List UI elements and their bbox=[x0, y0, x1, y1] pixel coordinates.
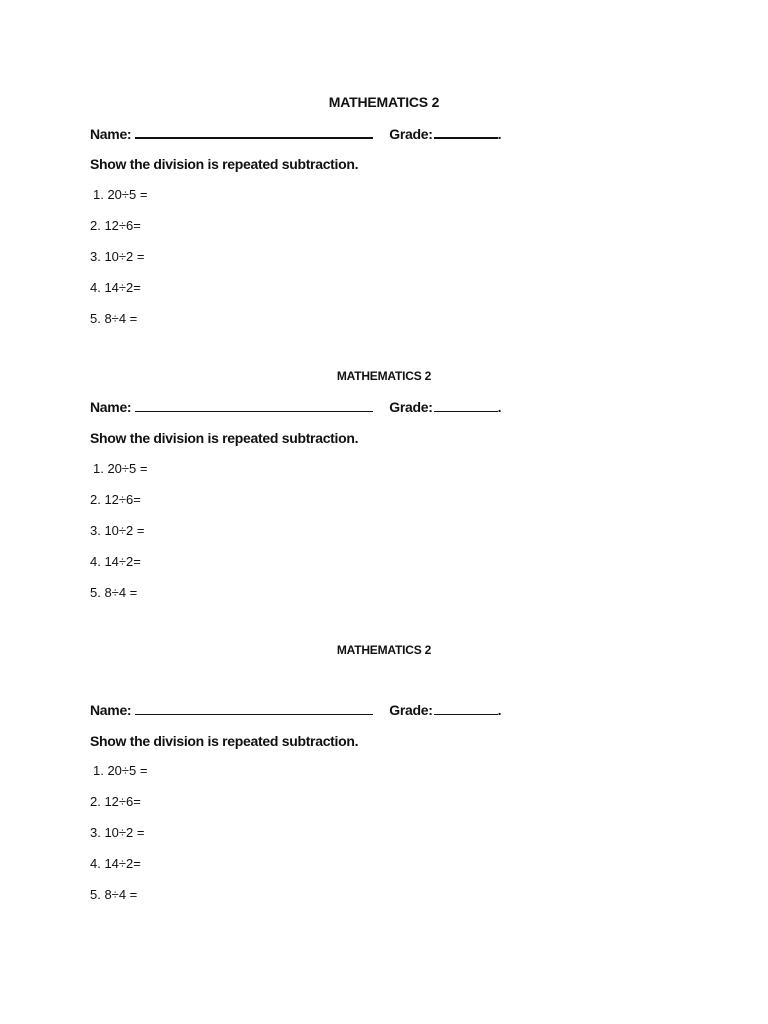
grade-blank-line bbox=[434, 700, 498, 715]
problem-item: 5. 8÷4 = bbox=[90, 585, 138, 600]
problem-item: 4. 14÷2= bbox=[90, 856, 141, 871]
problem-item: 3. 10÷2 = bbox=[90, 523, 145, 538]
grade-suffix: . bbox=[497, 702, 502, 718]
worksheet-title: MATHEMATICS 2 bbox=[336, 369, 432, 383]
problem-item: 4. 14÷2= bbox=[90, 280, 141, 295]
problem-list bbox=[90, 761, 147, 916]
student-info-row bbox=[90, 123, 502, 143]
problem-list bbox=[90, 459, 147, 614]
problem-item: 5. 8÷4 = bbox=[90, 311, 138, 326]
grade-suffix: . bbox=[497, 399, 502, 415]
name-label: Name: bbox=[90, 702, 132, 718]
problem-item: 3. 10÷2 = bbox=[90, 249, 145, 264]
problem-item: 2. 12÷6= bbox=[90, 794, 141, 809]
problem-item: 1. 20÷5 = bbox=[93, 187, 148, 202]
problem-item: 2. 12÷6= bbox=[90, 492, 141, 507]
name-blank-line bbox=[135, 397, 373, 412]
grade-blank-line bbox=[434, 123, 498, 139]
problem-item: 3. 10÷2 = bbox=[90, 825, 145, 840]
problem-list bbox=[90, 185, 147, 340]
name-blank-line bbox=[135, 700, 373, 715]
student-info-row bbox=[90, 700, 502, 720]
name-label: Name: bbox=[90, 399, 132, 415]
student-info-row bbox=[90, 397, 502, 417]
grade-label: Grade: bbox=[389, 126, 433, 142]
problem-item: 5. 8÷4 = bbox=[90, 887, 138, 902]
name-label: Name: bbox=[90, 126, 132, 142]
grade-blank-line bbox=[434, 397, 498, 412]
problem-item: 1. 20÷5 = bbox=[93, 461, 148, 476]
problem-item: 4. 14÷2= bbox=[90, 554, 141, 569]
instruction-text: Show the division is repeated subtraction. bbox=[90, 733, 359, 749]
problem-item: 2. 12÷6= bbox=[90, 218, 141, 233]
name-blank-line bbox=[135, 123, 373, 139]
worksheet-title: MATHEMATICS 2 bbox=[336, 643, 432, 657]
grade-label: Grade: bbox=[389, 702, 433, 718]
grade-label: Grade: bbox=[389, 399, 433, 415]
worksheet-title: MATHEMATICS 2 bbox=[328, 94, 440, 110]
instruction-text: Show the division is repeated subtraction. bbox=[90, 156, 359, 172]
instruction-text: Show the division is repeated subtraction. bbox=[90, 430, 359, 446]
grade-suffix: . bbox=[497, 126, 502, 142]
problem-item: 1. 20÷5 = bbox=[93, 763, 148, 778]
